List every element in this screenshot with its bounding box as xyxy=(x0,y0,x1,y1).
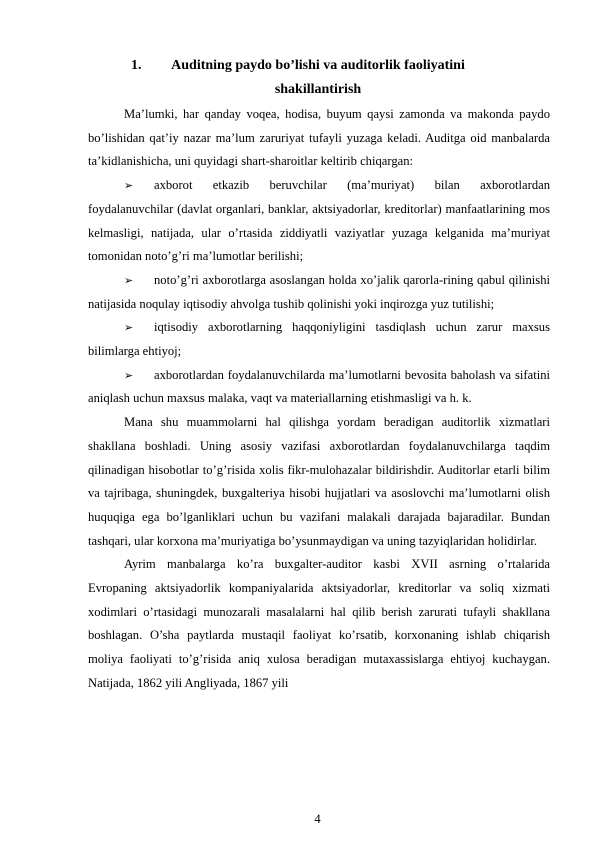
arrow-bullet-icon: ➢ xyxy=(124,179,134,193)
bullet-item xyxy=(88,174,550,269)
bullet-item xyxy=(88,269,550,316)
intro-paragraph: Ma’lumki, har qanday voqea, hodisa, buyum qaysi zamonda va makonda paydo bo’lishidan qat’iy nazar ma’lum zaruriyat tufayli yuzaga keladi. Auditga oid manbalarda ta’kidlanishicha, uni quyidagi shart-sharoitlar keltirib chiqargan: xyxy=(88,107,550,169)
section-number: 1. xyxy=(131,58,142,73)
section-heading xyxy=(88,54,548,102)
bullet-item xyxy=(88,364,550,411)
paragraph-history: Ayrim manbalarga ko’ra buxgalter-auditor kasbi XVII asrning o’rtalarida Evropaning aktsiyadorlik kompaniyalarida aktsiyadorlar, kreditorlar va soliq xizmati xodimlari o’rtasidagi munozarali masalalarni hal qilib berish zarurati tufayli shakllana boshlagan. O’sha paytlarda mustaqil faoliyat ko’rsatib, korxonaning ishlab chiqarish moliya faoliyati to’g’risida aniq xulosa beradigan mutaxassislarga ehtiyoj kuchaygan. Natijada, 1862 yili Angliyada, 1867 yili xyxy=(88,557,550,690)
paragraph-auditing-services: Mana shu muammolarni hal qilishga yordam beradigan auditorlik xizmatlari shakllana boshladi. Uning asosiy vazifasi axborotlardan foydalanuvchilarga taqdim qilinadigan hisobotlar to’g’risida xolis fikr-mulohazalar bildirishdir. Auditorlar etarli bilim va tajribaga, shuningdek, buxgalteriya hisobi hujjatlari va asoslovchi ma’lumotlarni olish huquqiga ega bo’lganliklari uchun bu vazifani malakali darajada bajaradilar. Bundan tashqari, ular korxona ma’muriyatiga bo’ysunmaydigan va uning tazyiqlaridan holidirlar. xyxy=(88,415,550,548)
bullet-text: axborot etkazib beruvchilar (ma’muriyat) bilan axborotlardan foydalanuvchilar (davlat organlari, banklar, aktsiyadorlar, kreditorlar) manfaatlarining mos kelmasligi, natijada, ular o’rtasida ziddiyatli vaziyatlar yuzaga kelganida ma’muriyat tomonidan noto’g’ri ma’lumotlar berilishi; xyxy=(88,178,550,264)
arrow-bullet-icon: ➢ xyxy=(124,368,134,382)
section-title-line2: shakillantirish xyxy=(274,82,362,97)
body-text xyxy=(88,103,550,696)
arrow-bullet-icon: ➢ xyxy=(124,273,134,287)
arrow-bullet-icon: ➢ xyxy=(124,321,134,335)
section-title-line1: Auditning paydo bo’lishi va auditorlik faoliyatini xyxy=(171,58,465,73)
bullet-text: noto’g’ri axborotlarga asoslangan holda xo’jalik qarorla-rining qabul qilinishi natijasida noqulay iqtisodiy ahvolga tushib qolinishi yoki inqirozga yuz tutilishi; xyxy=(88,272,550,311)
bullet-text: axborotlardan foydalanuvchilarda ma’lumotlarni bevosita baholash va sifatini aniqlash uchun maxsus malaka, vaqt va materiallarning etishmasligi va h. k. xyxy=(88,367,550,406)
page-number: 4 xyxy=(314,812,321,826)
bullet-text: iqtisodiy axborotlarning haqqoniyligini tasdiqlash uchun zarur maxsus bilimlarga ehtiyoj; xyxy=(88,320,550,359)
bullet-item xyxy=(88,316,550,363)
